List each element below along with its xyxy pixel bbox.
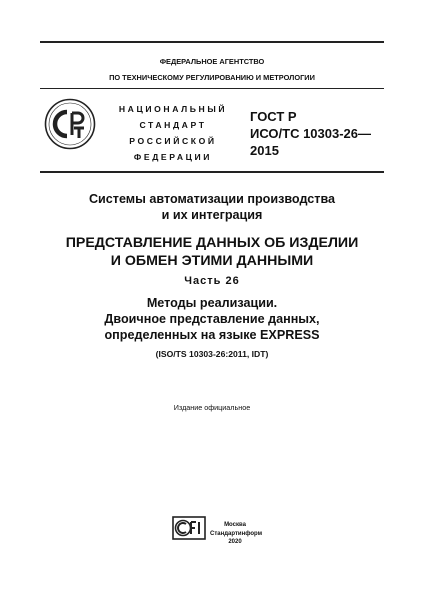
- series-title-line-2: и их интеграция: [161, 208, 263, 222]
- standartinform-logo-icon: [172, 516, 206, 540]
- gost-line: ИСО/ТС 10303-26—: [250, 126, 372, 141]
- series-title-line-1: Системы автоматизации производства: [88, 192, 336, 206]
- gost-r-emblem-icon: [44, 98, 96, 150]
- publisher-city: Москва: [224, 522, 246, 528]
- subtitle-line-2: Двоичное представление данных,: [104, 312, 320, 326]
- publication-year: 2020: [228, 539, 242, 545]
- gost-line: 2015: [250, 143, 279, 158]
- gost-designation: [250, 108, 371, 159]
- header-rule: [40, 88, 384, 89]
- publisher-block: [210, 521, 263, 547]
- part-label: Часть 26: [184, 275, 240, 287]
- subtitle-line-3: определенных на языке EXPRESS: [104, 328, 320, 342]
- edition-label: Издание официальное: [173, 403, 251, 412]
- agency-line-1: ФЕДЕРАЛЬНОЕ АГЕНТСТВО: [159, 57, 265, 66]
- national-line: НАЦИОНАЛЬНЫЙ: [118, 104, 228, 114]
- agency-line-2: ПО ТЕХНИЧЕСКОМУ РЕГУЛИРОВАНИЮ И МЕТРОЛОГИИ: [109, 73, 315, 82]
- national-line: РОССИЙСКОЙ: [129, 136, 217, 146]
- national-standard-label: [108, 101, 238, 165]
- national-line: СТАНДАРТ: [139, 120, 207, 130]
- gost-line: ГОСТ Р: [250, 109, 297, 124]
- national-line: ФЕДЕРАЦИИ: [133, 152, 213, 162]
- main-title-line-1: ПРЕДСТАВЛЕНИЕ ДАННЫХ ОБ ИЗДЕЛИИ: [65, 235, 359, 251]
- main-title-line-2: И ОБМЕН ЭТИМИ ДАННЫМИ: [110, 253, 314, 269]
- publisher-name: Стандартинформ: [210, 530, 263, 537]
- block-rule: [40, 171, 384, 173]
- subtitle-line-1: Методы реализации.: [146, 296, 278, 310]
- top-rule: [40, 41, 384, 43]
- iso-reference: (ISO/TS 10303-26:2011, IDT): [155, 349, 269, 359]
